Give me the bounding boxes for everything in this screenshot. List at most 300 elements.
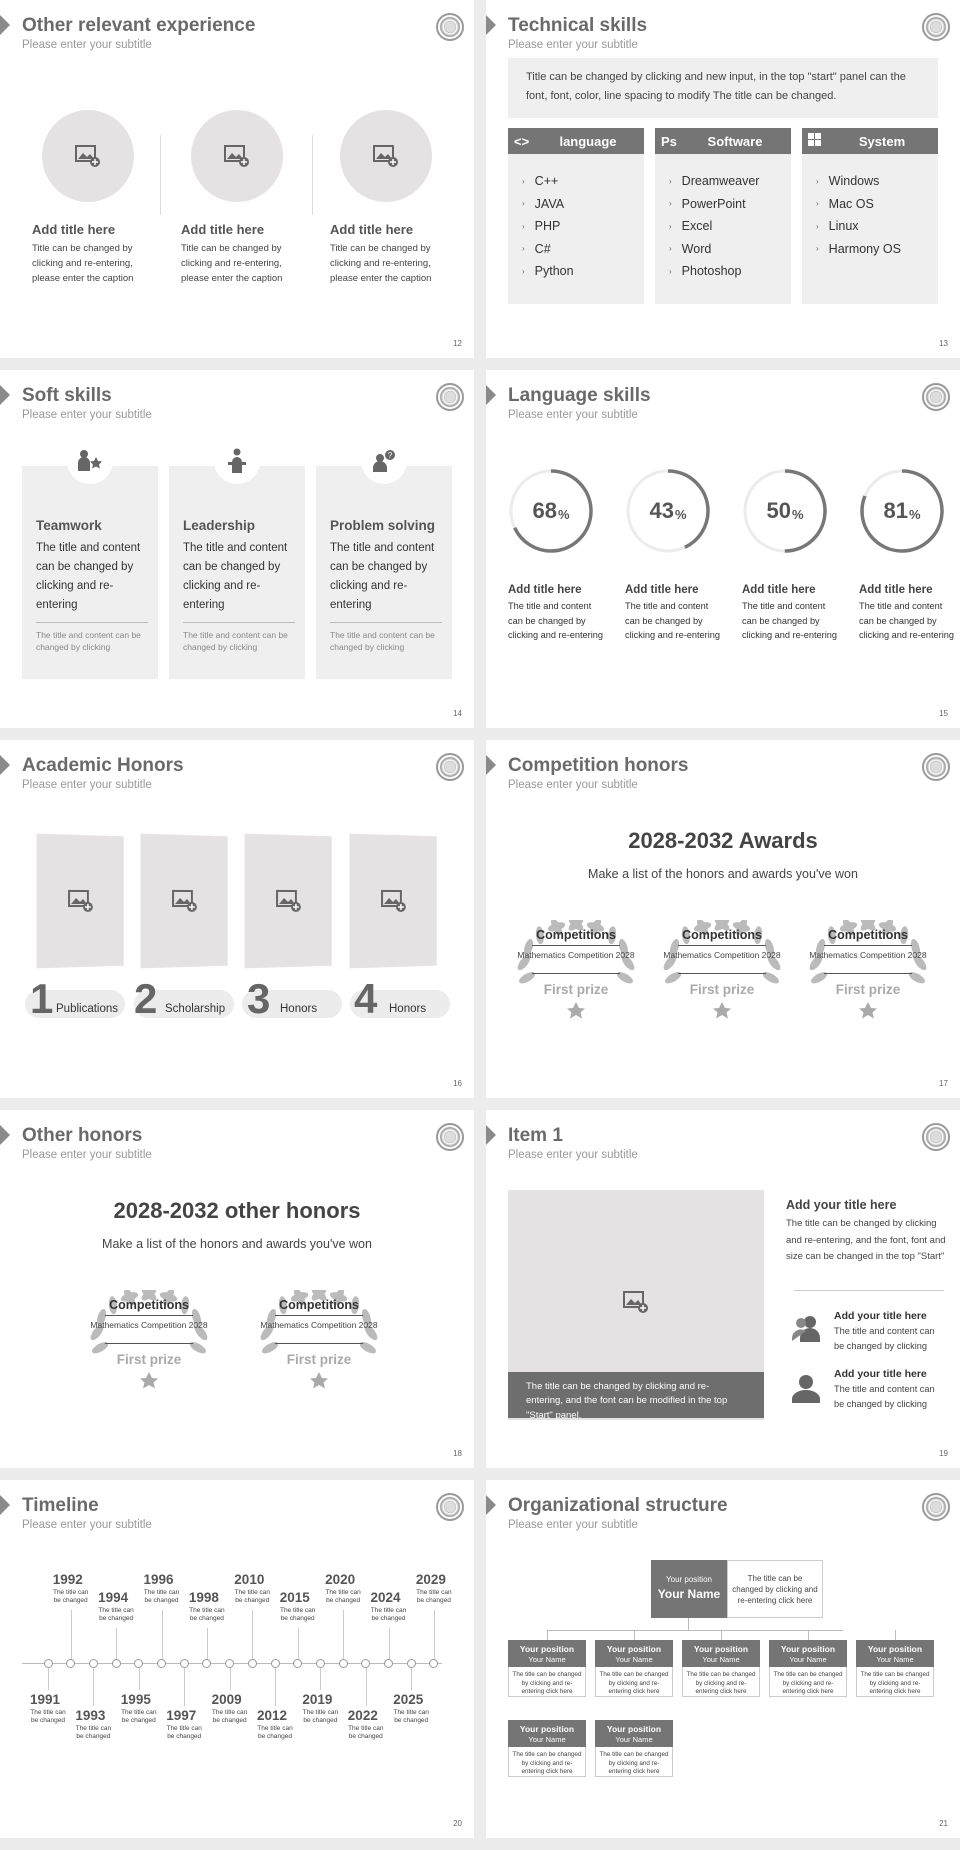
soft-skill-card xyxy=(316,451,452,679)
slide-subtitle: Please enter your subtitle xyxy=(22,1519,152,1531)
slide-17 xyxy=(486,740,960,1098)
connector xyxy=(895,1630,896,1640)
detail-text: The title and content can be changed by clicking xyxy=(834,1384,935,1409)
award-category: Competitions xyxy=(536,928,616,942)
list-item: › Linux xyxy=(816,219,859,234)
node-header xyxy=(595,1720,673,1747)
language-caption xyxy=(742,584,840,643)
detail-title: Add your title here xyxy=(834,1310,927,1322)
timeline-dot xyxy=(429,1659,438,1668)
card-body: The title and content can be changed by clicking and re-entering xyxy=(330,542,435,611)
group-icon xyxy=(791,1314,821,1344)
award-prize: First prize xyxy=(543,982,609,997)
node-description: The title can be changed by clicking and re-entering click here xyxy=(595,1667,673,1697)
honor-label: Honors xyxy=(280,1003,318,1015)
node-header xyxy=(769,1640,847,1667)
page-number: 13 xyxy=(939,339,948,348)
node-position: Your position xyxy=(867,1644,923,1654)
slide-subtitle: Please enter your subtitle xyxy=(508,409,638,421)
timeline-dot xyxy=(66,1659,75,1668)
caption-title: Add title here xyxy=(625,584,699,596)
award-laurel xyxy=(79,1290,219,1390)
slide-subtitle: Please enter your subtitle xyxy=(22,409,152,421)
honors-subheading: Make a list of the honors and awards you've won xyxy=(102,1237,372,1251)
timeline-stem xyxy=(366,1668,367,1706)
slide-title: Language skills xyxy=(508,385,651,406)
node-name: Your Name xyxy=(615,1734,653,1744)
timeline-stem xyxy=(162,1610,163,1659)
podium-icon xyxy=(214,438,260,484)
detail-item xyxy=(834,1368,944,1411)
node-description: The title can be changed by clicking and re-entering click here xyxy=(856,1667,934,1697)
timeline-desc: The title can be changed xyxy=(166,1725,202,1741)
experience-item xyxy=(32,110,162,287)
title-marker xyxy=(486,15,496,35)
card-title: Problem solving xyxy=(330,518,436,533)
progress-ring xyxy=(625,468,711,554)
title-marker xyxy=(0,1125,10,1145)
experience-item xyxy=(181,110,311,287)
node-description: The title can be changed by clicking and re-entering click here xyxy=(682,1667,760,1697)
progress-ring xyxy=(742,468,828,554)
node-position: Your position xyxy=(666,1575,712,1584)
timeline-dot xyxy=(339,1659,348,1668)
award-prize: First prize xyxy=(689,982,755,997)
timeline-year: 2029 xyxy=(415,1572,446,1587)
column-label: language xyxy=(559,133,617,149)
node-name: Your Name xyxy=(528,1654,566,1664)
slide-20 xyxy=(0,1480,474,1838)
school-seal-logo xyxy=(922,383,950,411)
page-number: 21 xyxy=(939,1819,948,1828)
node-description: The title can be changed by clicking and re-entering click here xyxy=(508,1667,586,1697)
column-header xyxy=(802,128,938,154)
slide-subtitle: Please enter your subtitle xyxy=(508,1519,638,1531)
timeline-dot xyxy=(293,1659,302,1668)
node-position: Your position xyxy=(519,1644,575,1654)
column-label: System xyxy=(858,133,906,149)
card-footnote: The title and content can be changed by clicking xyxy=(36,630,141,652)
slide-subtitle: Please enter your subtitle xyxy=(22,39,152,51)
award-event: Mathematics Competition 2028 xyxy=(517,950,635,960)
timeline-stem xyxy=(389,1628,390,1659)
timeline-desc: The title can be changed xyxy=(52,1589,89,1605)
org-node[interactable] xyxy=(595,1640,673,1697)
image-placeholder-icon[interactable] xyxy=(37,834,124,969)
timeline-dot xyxy=(180,1659,189,1668)
caption-title: Add title here xyxy=(859,584,933,596)
list-item: › Dreamweaver xyxy=(669,174,760,189)
timeline-year: 2012 xyxy=(257,1708,288,1723)
title-marker xyxy=(486,1495,496,1515)
node-position: Your position xyxy=(606,1724,662,1734)
timeline-desc: The title can be changed xyxy=(393,1709,429,1725)
node-description: The title can be changed by clicking and re-entering click here xyxy=(769,1667,847,1697)
timeline-year: 2009 xyxy=(211,1692,242,1707)
user-icon xyxy=(791,1373,821,1403)
image-placeholder-icon[interactable] xyxy=(191,110,283,202)
timeline-dot xyxy=(384,1659,393,1668)
list-item: › Mac OS xyxy=(816,196,874,211)
timeline-stem xyxy=(298,1628,299,1659)
timeline-year: 2019 xyxy=(302,1692,333,1707)
image-placeholder-icon[interactable] xyxy=(245,834,332,969)
org-node[interactable] xyxy=(508,1720,586,1777)
timeline-dot xyxy=(134,1659,143,1668)
title-marker xyxy=(0,15,10,35)
school-seal-logo xyxy=(922,13,950,41)
slide-12 xyxy=(0,0,474,358)
soft-skill-card xyxy=(169,466,305,679)
node-name: Your Name xyxy=(615,1654,653,1664)
award-prize: First prize xyxy=(116,1352,182,1367)
school-seal-logo xyxy=(922,753,950,781)
timeline-dot xyxy=(225,1659,234,1668)
timeline-year: 1995 xyxy=(120,1692,151,1707)
timeline-desc: The title can be changed xyxy=(30,1709,66,1725)
question-person-icon xyxy=(361,438,407,484)
soft-skill-card xyxy=(22,466,158,679)
divider xyxy=(36,622,148,623)
awards-heading: 2028-2032 Awards xyxy=(628,828,818,853)
title-marker xyxy=(486,1125,496,1145)
award-prize: First prize xyxy=(286,1352,352,1367)
timeline-desc: The title can be changed xyxy=(121,1709,157,1725)
item-title: Add title here xyxy=(330,222,414,237)
node-description: The title can be changed by clicking and re-entering click here xyxy=(595,1747,673,1777)
page-number: 20 xyxy=(453,1819,462,1828)
timeline-stem xyxy=(252,1610,253,1659)
timeline-desc: The title can be changed xyxy=(143,1589,180,1605)
slide-15 xyxy=(486,370,960,728)
image-placeholder-icon[interactable] xyxy=(350,834,437,969)
list-item: › JAVA xyxy=(522,196,565,211)
timeline-year: 1998 xyxy=(188,1590,219,1605)
progress-ring xyxy=(508,468,594,554)
item-description xyxy=(786,1198,950,1266)
timeline-year: 2022 xyxy=(347,1708,378,1723)
column-label: Software xyxy=(707,133,763,149)
list-item: › Harmony OS xyxy=(816,241,901,256)
page-number: 18 xyxy=(453,1449,462,1458)
award-laurel xyxy=(652,920,792,1020)
timeline-desc: The title can be changed xyxy=(302,1709,339,1725)
connector xyxy=(547,1630,548,1640)
list-item: › Photoshop xyxy=(669,264,742,279)
list-item: › PHP xyxy=(522,219,561,234)
node-position: Your position xyxy=(519,1724,575,1734)
list-item: › Python xyxy=(522,264,574,279)
timeline-stem xyxy=(93,1668,94,1706)
timeline-stem xyxy=(434,1610,435,1659)
timeline-stem xyxy=(275,1668,276,1706)
windows-icon xyxy=(808,133,842,149)
connector xyxy=(547,1630,843,1631)
honor-label: Publications xyxy=(56,1003,119,1015)
timeline-stem xyxy=(343,1610,344,1659)
slide-16 xyxy=(0,740,474,1098)
timeline-year: 1996 xyxy=(143,1572,174,1587)
timeline-stem xyxy=(207,1628,208,1659)
list-item: › Excel xyxy=(669,219,713,234)
timeline-desc: The title can be changed xyxy=(234,1589,270,1605)
org-node[interactable] xyxy=(769,1640,847,1697)
slide-title: Organizational structure xyxy=(508,1495,728,1516)
honor-number: 2 xyxy=(134,975,158,1022)
card-title: Leadership xyxy=(183,518,256,533)
timeline-year: 2010 xyxy=(234,1572,265,1587)
slide-subtitle: Please enter your subtitle xyxy=(508,779,638,791)
detail-text: The title and content can be changed by clicking xyxy=(834,1326,935,1351)
school-seal-logo xyxy=(436,13,464,41)
slide-13 xyxy=(486,0,960,358)
honor-label: Honors xyxy=(389,1003,427,1015)
detail-item xyxy=(834,1310,944,1353)
language-caption xyxy=(625,584,723,643)
timeline-stem xyxy=(48,1668,49,1690)
slide-title: Soft skills xyxy=(22,385,112,406)
slide-title: Other honors xyxy=(22,1125,143,1146)
image-placeholder-icon[interactable] xyxy=(340,110,432,202)
timeline-stem xyxy=(411,1668,412,1690)
timeline-dot xyxy=(316,1659,325,1668)
slide-subtitle: Please enter your subtitle xyxy=(22,779,152,791)
award-category: Competitions xyxy=(682,928,762,942)
divider xyxy=(160,135,161,215)
slide-14 xyxy=(0,370,474,728)
teamwork-icon xyxy=(67,438,113,484)
page-number: 14 xyxy=(453,709,462,718)
list-item: › Word xyxy=(669,241,712,256)
image-placeholder-icon[interactable] xyxy=(42,110,134,202)
ring-percent: 50 % xyxy=(766,498,804,523)
timeline-year: 1992 xyxy=(52,1572,83,1587)
timeline-desc: The title can be changed xyxy=(211,1709,248,1725)
school-seal-logo xyxy=(436,1123,464,1151)
school-seal-logo xyxy=(436,383,464,411)
item-title: Add title here xyxy=(181,222,265,237)
card-title: Teamwork xyxy=(36,518,102,533)
org-top-description: The title can be changed by clicking and re-entering click here xyxy=(727,1560,823,1618)
language-caption xyxy=(508,584,606,643)
divider xyxy=(183,622,295,623)
timeline-stem xyxy=(230,1668,231,1690)
item-text: The title can be changed by clicking and re-entering, and the font, font and size can be changed in the top "Start" xyxy=(786,1218,946,1263)
node-name: Your Name xyxy=(702,1654,740,1664)
org-top-node[interactable] xyxy=(651,1560,727,1618)
timeline-year: 2025 xyxy=(393,1692,424,1707)
timeline-stem xyxy=(184,1668,185,1706)
timeline-year: 2015 xyxy=(279,1590,310,1605)
slide-title: Competition honors xyxy=(508,755,689,776)
awards-subheading: Make a list of the honors and awards you've won xyxy=(588,867,858,881)
school-seal-logo xyxy=(436,753,464,781)
timeline-desc: The title can be changed xyxy=(189,1607,225,1623)
slide-title: Other relevant experience xyxy=(22,15,256,36)
list-item: › PowerPoint xyxy=(669,196,746,211)
connector xyxy=(688,1618,689,1630)
title-marker xyxy=(0,385,10,405)
divider xyxy=(312,135,313,215)
node-name: Your Name xyxy=(528,1734,566,1744)
org-node[interactable] xyxy=(595,1720,673,1777)
node-name: Your Name xyxy=(657,1587,721,1601)
honor-number: 4 xyxy=(354,975,378,1022)
note-box: Title can be changed by clicking and new input, in the top "start" panel can the font, font, color, line spacing to modify The title can be changed. xyxy=(508,58,938,118)
page-number: 17 xyxy=(939,1079,948,1088)
timeline-dot xyxy=(202,1659,211,1668)
node-position: Your position xyxy=(606,1644,662,1654)
image-placeholder-icon[interactable] xyxy=(141,834,228,969)
code-icon: <> xyxy=(514,133,530,149)
timeline-dot xyxy=(89,1659,98,1668)
caption-title: Add title here xyxy=(742,584,816,596)
slide-18 xyxy=(0,1110,474,1468)
item-title: Add title here xyxy=(32,222,116,237)
timeline-desc: The title can be changed xyxy=(370,1607,407,1623)
page-number: 19 xyxy=(939,1449,948,1458)
school-seal-logo xyxy=(436,1493,464,1521)
photoshop-icon: Ps xyxy=(661,133,677,149)
award-event: Mathematics Competition 2028 xyxy=(260,1320,378,1330)
card-footnote: The title and content can be changed by clicking xyxy=(330,630,435,652)
divider xyxy=(794,1290,944,1291)
award-laurel xyxy=(798,920,938,1020)
timeline-dot xyxy=(271,1659,280,1668)
connector xyxy=(721,1630,722,1640)
award-prize: First prize xyxy=(835,982,901,997)
skill-column-language xyxy=(508,128,644,304)
timeline-dot xyxy=(44,1659,53,1668)
honor-label: Scholarship xyxy=(165,1003,226,1015)
connector xyxy=(808,1630,809,1640)
timeline-desc: The title can be changed xyxy=(279,1607,316,1623)
column-header xyxy=(655,128,791,154)
caption-text: The title and content can be changed by clicking and re-entering xyxy=(859,601,954,641)
honors-heading: 2028-2032 other honors xyxy=(113,1198,361,1223)
honor-number: 1 xyxy=(30,975,54,1022)
award-category: Competitions xyxy=(109,1298,189,1312)
award-category: Competitions xyxy=(279,1298,359,1312)
award-laurel xyxy=(506,920,646,1020)
timeline-dot xyxy=(248,1659,257,1668)
language-caption xyxy=(859,584,957,643)
timeline-desc: The title can be changed xyxy=(416,1589,452,1605)
award-laurel xyxy=(249,1290,389,1390)
node-name: Your Name xyxy=(789,1654,827,1664)
node-header xyxy=(508,1640,586,1667)
title-marker xyxy=(0,755,10,775)
item-heading: Add your title here xyxy=(786,1198,897,1212)
honor-number: 3 xyxy=(247,975,271,1022)
slide-21 xyxy=(486,1480,960,1838)
node-header xyxy=(595,1640,673,1667)
svg-text:?: ? xyxy=(387,451,393,460)
timeline-year: 1994 xyxy=(98,1590,129,1605)
node-position: Your position xyxy=(693,1644,749,1654)
timeline-stem xyxy=(116,1628,117,1659)
award-event: Mathematics Competition 2028 xyxy=(809,950,927,960)
org-node[interactable] xyxy=(856,1640,934,1697)
title-marker xyxy=(486,385,496,405)
ring-percent: 68 % xyxy=(532,498,570,523)
caption-text: The title and content can be changed by clicking and re-entering xyxy=(508,601,603,641)
node-header xyxy=(682,1640,760,1667)
slide-subtitle: Please enter your subtitle xyxy=(508,1149,638,1161)
progress-ring xyxy=(859,468,945,554)
page-number: 16 xyxy=(453,1079,462,1088)
card-body: The title and content can be changed by clicking and re-entering xyxy=(36,542,141,611)
card-body: The title and content can be changed by clicking and re-entering xyxy=(183,542,288,611)
list-item: › C# xyxy=(522,241,551,256)
school-seal-logo xyxy=(922,1493,950,1521)
item-text: Title can be changed by clicking and re-entering, please enter the caption xyxy=(330,243,432,285)
item-text: Title can be changed by clicking and re-entering, please enter the caption xyxy=(32,243,134,285)
timeline-dot xyxy=(157,1659,166,1668)
timeline-desc: The title can be changed xyxy=(257,1725,293,1741)
slide-subtitle: Please enter your subtitle xyxy=(22,1149,152,1161)
card-footnote: The title and content can be changed by clicking xyxy=(183,630,288,652)
skill-column-software xyxy=(655,128,791,304)
slide-subtitle: Please enter your subtitle xyxy=(508,39,638,51)
org-node[interactable] xyxy=(682,1640,760,1697)
timeline-dot xyxy=(361,1659,370,1668)
award-event: Mathematics Competition 2028 xyxy=(90,1320,208,1330)
timeline-dot xyxy=(407,1659,416,1668)
timeline-year: 1997 xyxy=(166,1708,197,1723)
org-node[interactable] xyxy=(508,1640,586,1697)
award-category: Competitions xyxy=(828,928,908,942)
caption-title: Add title here xyxy=(508,584,582,596)
school-seal-logo xyxy=(922,1123,950,1151)
image-caption: The title can be changed by clicking and re-entering, and the font can be modified in the top "Start" panel. xyxy=(508,1372,764,1418)
list-item: › C++ xyxy=(522,174,559,189)
title-marker xyxy=(486,755,496,775)
node-header xyxy=(856,1640,934,1667)
column-header xyxy=(508,128,644,154)
slide-title: Item 1 xyxy=(508,1125,563,1146)
node-name: Your Name xyxy=(876,1654,914,1664)
divider xyxy=(330,622,442,623)
caption-text: The title and content can be changed by clicking and re-entering xyxy=(742,601,837,641)
ring-percent: 81 % xyxy=(883,498,921,523)
timeline-year: 1993 xyxy=(75,1708,106,1723)
detail-title: Add your title here xyxy=(834,1368,927,1380)
item-text: Title can be changed by clicking and re-entering, please enter the caption xyxy=(181,243,283,285)
timeline-dot xyxy=(112,1659,121,1668)
connector xyxy=(634,1630,635,1640)
node-position: Your position xyxy=(780,1644,836,1654)
timeline-stem xyxy=(320,1668,321,1690)
list-item: › Windows xyxy=(816,174,880,189)
skill-column-system xyxy=(802,128,938,304)
slide-title: Timeline xyxy=(22,1495,99,1516)
timeline-desc: The title can be changed xyxy=(75,1725,112,1741)
experience-item xyxy=(330,110,460,287)
timeline-stem xyxy=(139,1668,140,1690)
timeline-year: 2024 xyxy=(370,1590,401,1605)
timeline-stem xyxy=(71,1610,72,1659)
slide-title: Academic Honors xyxy=(22,755,184,776)
ring-percent: 43 % xyxy=(649,498,687,523)
award-event: Mathematics Competition 2028 xyxy=(663,950,781,960)
timeline-desc: The title can be changed xyxy=(325,1589,361,1605)
title-marker xyxy=(0,1495,10,1515)
timeline-desc: The title can be changed xyxy=(98,1607,134,1623)
node-description: The title can be changed by clicking and re-entering click here xyxy=(508,1747,586,1777)
timeline-year: 1991 xyxy=(30,1692,61,1707)
slide-title: Technical skills xyxy=(508,15,648,36)
